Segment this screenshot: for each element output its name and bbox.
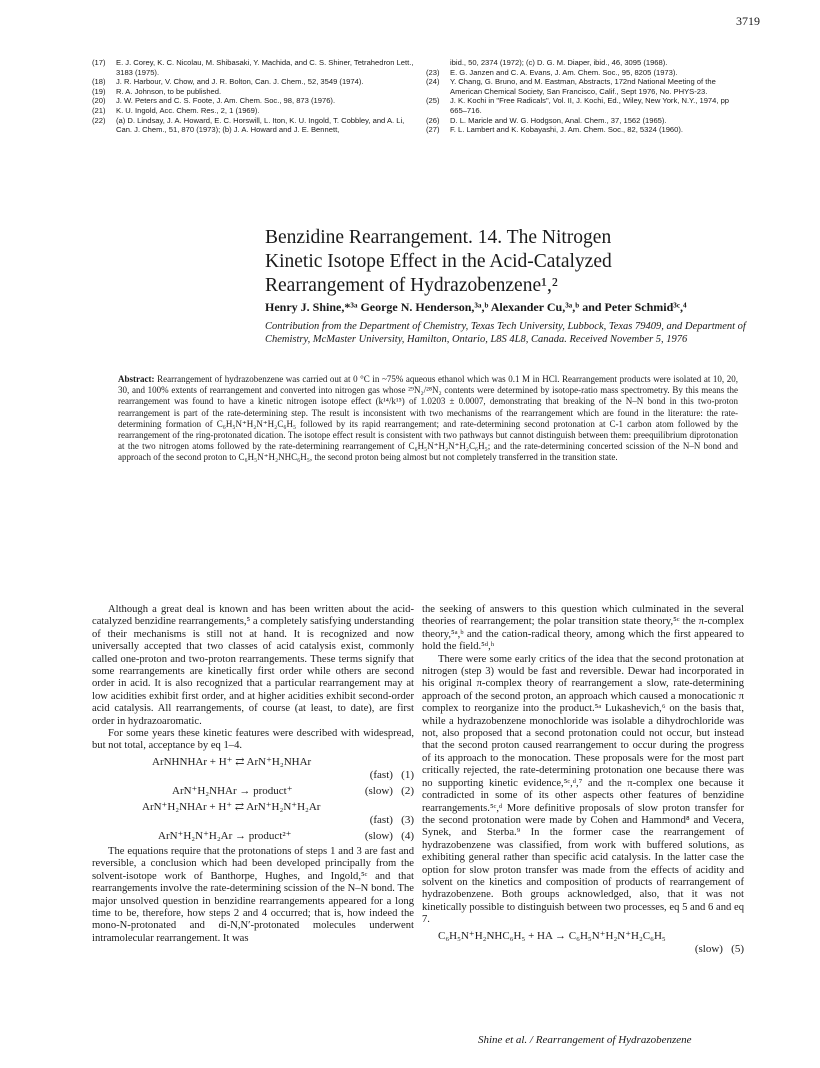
reference-entry xyxy=(426,96,744,115)
reference-entry xyxy=(426,125,744,135)
reference-text: F. L. Lambert and K. Kobayashi, J. Am. Chem. Soc., 82, 5324 (1960). xyxy=(450,125,683,135)
reference-entry xyxy=(426,116,744,126)
reference-text: R. A. Johnson, to be published. xyxy=(116,86,222,96)
affiliation: Contribution from the Department of Chemistry, Texas Tech University, Lubbock, Texas 79409, and Department of Chemistry, McMaster University, Hamilton, Ontario, L8S 4L8, Canada. Received November 5, 1976 xyxy=(265,321,746,345)
paragraph: There were some early critics of the idea that the second protonation at nitrogen (step 3) would be fast and reversible. Dewar had incorporated in his original π-complex theory of rearrangement a slow, rate-determining approach of the second proton, an approach which caused a monocationic π complex to reorganize into the product.⁵ᵃ Lukashevich,⁶ on the basis that, while a hydrazobenzene monochloride was isolable a dihydrochloride was not, also proposed that a second protonation could not occur, but instead that the second proton caused rearrangement to occur during the progress of its approach to the monocation. These proposals were for the most part critically rejected, the rate-determining protonation one because there was no supporting kinetic evidence,⁵ᶜ,ᵈ,⁷ and the π-complex one because it contradicted in some of its other aspects other features of benzidine rearrangements.⁵ᶜ,ᵈ More definitive proposals of slow proton transfer for the second protonation were made by Cohen and Hammond⁸ and Vecera, Synek, and Sterba.⁹ In the former case the rearrangement of hydrazobenzene was classified, from work with buffered solutions, as exhibiting general rather than specific acid catalysis. In the latter case the option for slow proton transfer was made from the effects of acidity and solvent on the kinetics and composition of products of rearrangement of hydrazobenzene. Both groups acknowledged, also, that it was not kinetically possible to distinguish between two processes, eq 5 and 6 and eq 7. xyxy=(422,653,744,926)
body-column-right xyxy=(422,604,744,959)
equation-5 xyxy=(422,930,744,956)
reference-text: J. W. Peters and C. S. Foote, J. Am. Chem. Soc., 98, 873 (1976). xyxy=(116,96,336,106)
reference-number: (26) xyxy=(426,115,440,125)
reference-text: Y. Chang, G. Bruno, and M. Eastman, Abstracts, 172nd National Meeting of the American Chemical Society, San Francisco, Calif., Sept 1976, No. PHYS-23. xyxy=(450,77,716,96)
equation-label: (fast) (3) xyxy=(369,813,414,826)
reference-entry xyxy=(426,68,744,78)
reference-number xyxy=(426,58,450,68)
paragraph: The equations require that the protonations of steps 1 and 3 are fast and reversible, a conclusion which had been developed principally from the solvent-isotope work of Banthorpe, Hughes, and Ingold,⁵ᶜ and that rearrangements involve the rate-determining scission of the N–N bond. The major unsolved question in benzidine rearrangements appeared for a long time to be, therefore, how steps 2 and 4 occurred; that is, how indeed the mono-N-protonated and di-N,N′-protonated molecules underwent intramolecular rearrangement. It was xyxy=(92,845,414,944)
running-footer: Shine et al. / Rearrangement of Hydrazobenzene xyxy=(478,1034,692,1046)
reference-text: ibid., 50, 2374 (1972); (c) D. G. M. Diaper, ibid., 46, 3095 (1968). xyxy=(450,58,668,67)
reference-number: (21) xyxy=(92,105,106,115)
reference-entry xyxy=(92,116,414,135)
reference-number: (27) xyxy=(426,125,440,135)
reference-text: J. R. Harbour, V. Chow, and J. R. Bolton, Can. J. Chem., 52, 3549 (1974). xyxy=(116,77,364,87)
reference-text: J. K. Kochi in "Free Radicals", Vol. II, J. Kochi, Ed., Wiley, New York, N.Y., 1974, pp 665–716. xyxy=(450,96,730,115)
reference-entry xyxy=(92,106,414,116)
article-title: Benzidine Rearrangement. 14. The Nitrogen Kinetic Isotope Effect in the Acid-Catalyzed Rearrangement of Hydrazobenzene¹,² xyxy=(265,227,612,296)
body-column-left xyxy=(92,604,414,945)
reference-text: E. G. Janzen and C. A. Evans, J. Am. Chem. Soc., 95, 8205 (1973). xyxy=(450,67,678,77)
equation-2 xyxy=(92,785,414,798)
author-list: Henry J. Shine,*³ᵃ George N. Henderson,³ᵃ,ᵇ Alexander Cu,³ᵃ,ᵇ and Peter Schmid³ᶜ,⁴ xyxy=(265,300,687,314)
equation-label: (fast) (1) xyxy=(369,768,414,781)
equation-label: (slow) (4) xyxy=(364,829,414,842)
paragraph: For some years these kinetic features were described with widespread, but not total, acceptance by eq 1–4. xyxy=(92,728,414,752)
reference-number: (23) xyxy=(426,67,440,77)
references-right xyxy=(426,58,744,135)
reference-number: (20) xyxy=(92,96,106,106)
abstract-label: Abstract: xyxy=(118,374,155,384)
abstract xyxy=(118,374,738,464)
reference-entry xyxy=(92,87,414,97)
reference-entry xyxy=(92,77,414,87)
equation-4 xyxy=(92,830,414,843)
reference-text: (a) D. Lindsay, J. A. Howard, E. C. Horswill, L. Iton, K. U. Ingold, T. Cobbley, and A. Li, Can. J. Chem., 51, 870 (1973); (b) J. A. Howard and J. E. Bennett, xyxy=(116,115,405,135)
equation-expression: ArNHNHAr + H⁺ ⇄ ArN⁺H₂NHAr xyxy=(152,755,312,768)
reference-number: (25) xyxy=(426,96,440,106)
equation-1 xyxy=(92,756,414,782)
reference-number: (17) xyxy=(92,58,106,67)
equation-label: (slow) (5) xyxy=(694,942,744,955)
abstract-text: Rearrangement of hydrazobenzene was carried out at 0 °C in ~75% aqueous ethanol which was 0.1 M in HCl. Rearrangement products were isolated at 10, 20, 30, and 100% extents of rearrangement and converted into nitrogen gas whose ²⁹N₂/²⁸N₂ contents were determined by isotope-ratio mass spectrometry. By this means the rearrangement was found to have a kinetic nitrogen isotope effect (k¹⁴/k¹⁵) of 1.0203 ± 0.0007, demonstrating that breaking of the N–N bond in this two-proton rearrangement is part of the rate-determining step. The result is inconsistent with two mechanisms of the rearrangement which are found in the literature: the rate-determining formation of C₆H₅N⁺H₂N⁺H₂C₆H₅ followed by its rapid rearrangement; and rate-determining second protonation at C-1 carbon atom followed by the rearrangement of the ring-protonated dication. The isotope effect result is consistent with two pathways but cannot distinguish between them: preequilibrium diprotonation at the two nitrogen atoms followed by the rate-determining rearrangement of C₆H₅N⁺H₂N⁺H₂C₆H₅; and the rate-determining concerted scission of the N–N bond and approach of the second proton to C₆H₅N⁺H₂NHC₆H₅, the second proton being almost but not completely transferred in the transition state. xyxy=(118,374,739,463)
references-left xyxy=(92,58,414,135)
equation-expression: ArN⁺H₂NHAr + H⁺ ⇄ ArN⁺H₂N⁺H₂Ar xyxy=(142,800,321,813)
reference-number: (22) xyxy=(92,115,106,125)
reference-number: (24) xyxy=(426,77,440,87)
equation-expression: C₆H₅N⁺H₂NHC₆H₅ + HA → C₆H₅N⁺H₂N⁺H₂C₆H₅ xyxy=(438,929,666,942)
reference-entry xyxy=(426,58,744,68)
page-number: 3719 xyxy=(736,14,760,28)
equation-expression: ArN⁺H₂NHAr → product⁺ xyxy=(172,784,293,797)
reference-text: E. J. Corey, K. C. Nicolau, M. Shibasaki, Y. Machida, and C. S. Shiner, Tetrahedron Lett., 3183 (1975). xyxy=(116,58,414,77)
reference-text: K. U. Ingold, Acc. Chem. Res., 2, 1 (1969). xyxy=(116,105,260,115)
reference-text: D. L. Maricle and W. G. Hodgson, Anal. Chem., 37, 1562 (1965). xyxy=(450,115,667,125)
reference-number: (19) xyxy=(92,86,106,96)
equation-3 xyxy=(92,801,414,827)
reference-entry xyxy=(92,96,414,106)
equation-expression: ArN⁺H₂N⁺H₂Ar → product²⁺ xyxy=(158,829,292,842)
paragraph: the seeking of answers to this question which culminated in the several theories of rearrangement; the polar transition state theory,⁵ᶜ the π-complex theory,⁵ᵃ,ᵇ and the cation-radical theory, among which the first appeared to hold the field.⁵ᵈ,ʰ xyxy=(422,604,744,653)
paragraph: Although a great deal is known and has been written about the acid-catalyzed benzidine rearrangements,⁵ a completely satisfying understanding of their mechanisms is still not at hand. It is recognized and now universally accepted that two classes of acid catalysis exist, commonly called one-proton and two-proton rearrangements. These terms signify that some rearrangements are kinetically first order while others are second order in acid. It is also recognized that a particular rearrangement may at low acidities exhibit first order, and at higher acidities exhibit second-order acid catalysis. All rearrangements, of course (at least, to date), are first order in hydrazoaromatic. xyxy=(92,604,414,727)
equation-label: (slow) (2) xyxy=(364,784,414,797)
reference-number: (18) xyxy=(92,77,106,87)
reference-entry xyxy=(92,58,414,77)
reference-entry xyxy=(426,77,744,96)
